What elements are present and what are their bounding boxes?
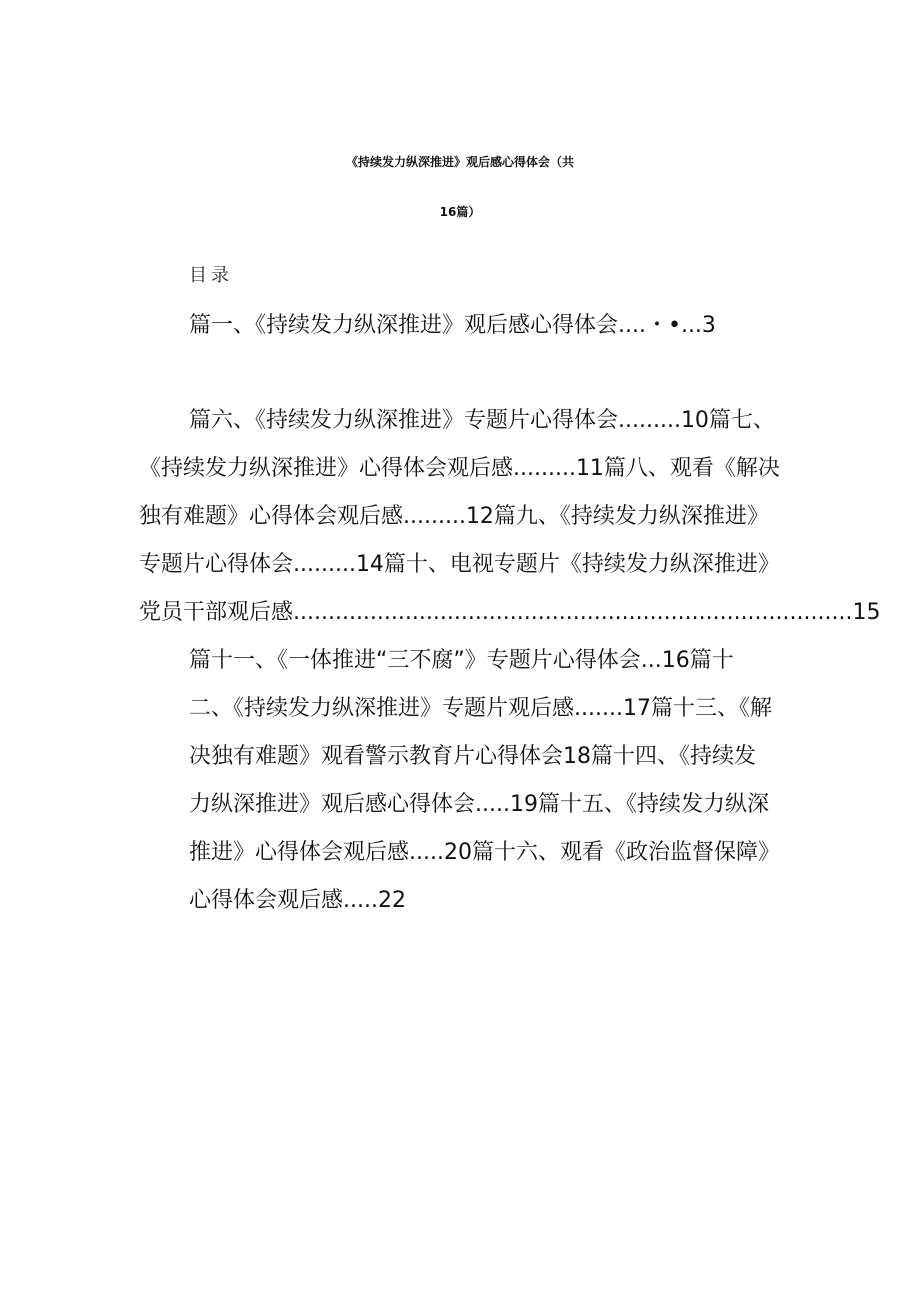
toc-line-1: 篇一、《持续发力纵深推进》观后感心得体会....・•...3 [189, 313, 716, 338]
toc-line-11: 推进》心得体会观后感.....20篇十六、观看《政治监督保障》 [189, 840, 780, 865]
toc-heading: 目录 [189, 265, 233, 286]
toc-line-10: 力纵深推进》观后感心得体会.....19篇十五、《持续发力纵深 [189, 792, 769, 817]
toc-line-12: 心得体会观后感.....22 [189, 888, 406, 913]
toc-line-5: 专题片心得体会.........14篇十、电视专题片《持续发力纵深推进》 [139, 552, 780, 577]
toc-line-8: 二、《持续发力纵深推进》专题片观后感.......17篇十三、《解 [189, 696, 772, 721]
toc-line-6: 党员干部观后感................................................................................15 [139, 600, 881, 625]
toc-line-4: 独有难题》心得体会观后感.........12篇九、《持续发力纵深推进》 [139, 504, 769, 529]
toc-line-2: 篇六、《持续发力纵深推进》专题片心得体会.........10篇七、 [189, 408, 775, 433]
toc-line-7: 篇十一、《一体推进“三不腐”》专题片心得体会...16篇十 [189, 648, 734, 673]
document-title-line-1: 《持续发力纵深推进》观后感心得体会（共 [345, 155, 574, 169]
toc-line-3: 《持续发力纵深推进》心得体会观后感.........11篇八、观看《解决 [139, 456, 780, 481]
document-title-line-2: 16篇） [439, 205, 481, 219]
toc-line-9: 决独有难题》观看警示教育片心得体会18篇十四、《持续发 [189, 744, 756, 769]
